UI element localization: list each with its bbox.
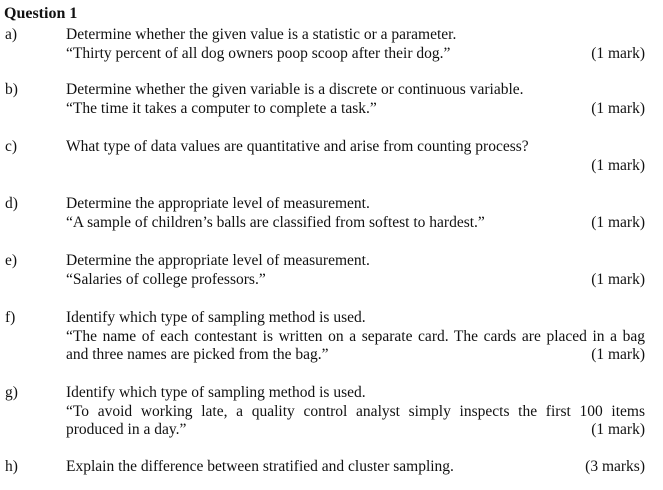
question-text: Determine the appropriate level of measurement. [66,195,370,212]
mark-value: (1 mark) [591,270,645,288]
mark-value: (1 mark) [591,421,645,438]
question-label: b) [5,81,18,98]
question-label: g) [5,384,18,401]
question-text: “To avoid working late, a quality control analyst simply inspects the first 100 items [66,402,645,420]
question-text: produced in a day.” [66,421,187,438]
question-text: “A sample of children’s balls are classified from softest to hardest.” [66,213,485,231]
question-text: Determine whether the given variable is a discrete or continuous variable. [66,81,524,98]
question-text: “Salaries of college professors.” [66,270,266,288]
question-text: What type of data values are quantitative and arise from counting process? [66,138,529,155]
question-label: h) [5,458,18,475]
mark-value: (1 mark) [591,156,645,174]
question-label: f) [5,309,16,326]
question-label: d) [5,195,18,212]
question-label: c) [5,138,18,155]
question-label: e) [5,252,18,269]
question-text: Explain the difference between stratified and cluster sampling. [66,458,454,475]
question-title: Question 1 [4,5,78,22]
mark-value: (3 marks) [585,458,645,475]
mark-value: (1 mark) [591,99,645,117]
question-text: “Thirty percent of all dog owners poop scoop after their dog.” [66,44,451,62]
question-text: Determine whether the given value is a statistic or a parameter. [66,26,457,43]
question-text: Determine the appropriate level of measurement. [66,252,370,269]
question-text: “The time it takes a computer to complete a task.” [66,99,377,117]
mark-value: (1 mark) [591,44,645,62]
question-text: and three names are picked from the bag.” [66,346,329,363]
mark-value: (1 mark) [591,346,645,363]
question-text: Identify which type of sampling method is used. [66,384,366,401]
mark-value: (1 mark) [591,213,645,231]
question-text: Identify which type of sampling method is used. [66,309,366,326]
question-label: a) [5,26,18,43]
question-text: “The name of each contestant is written on a separate card. The cards are placed in a bag [66,327,645,345]
